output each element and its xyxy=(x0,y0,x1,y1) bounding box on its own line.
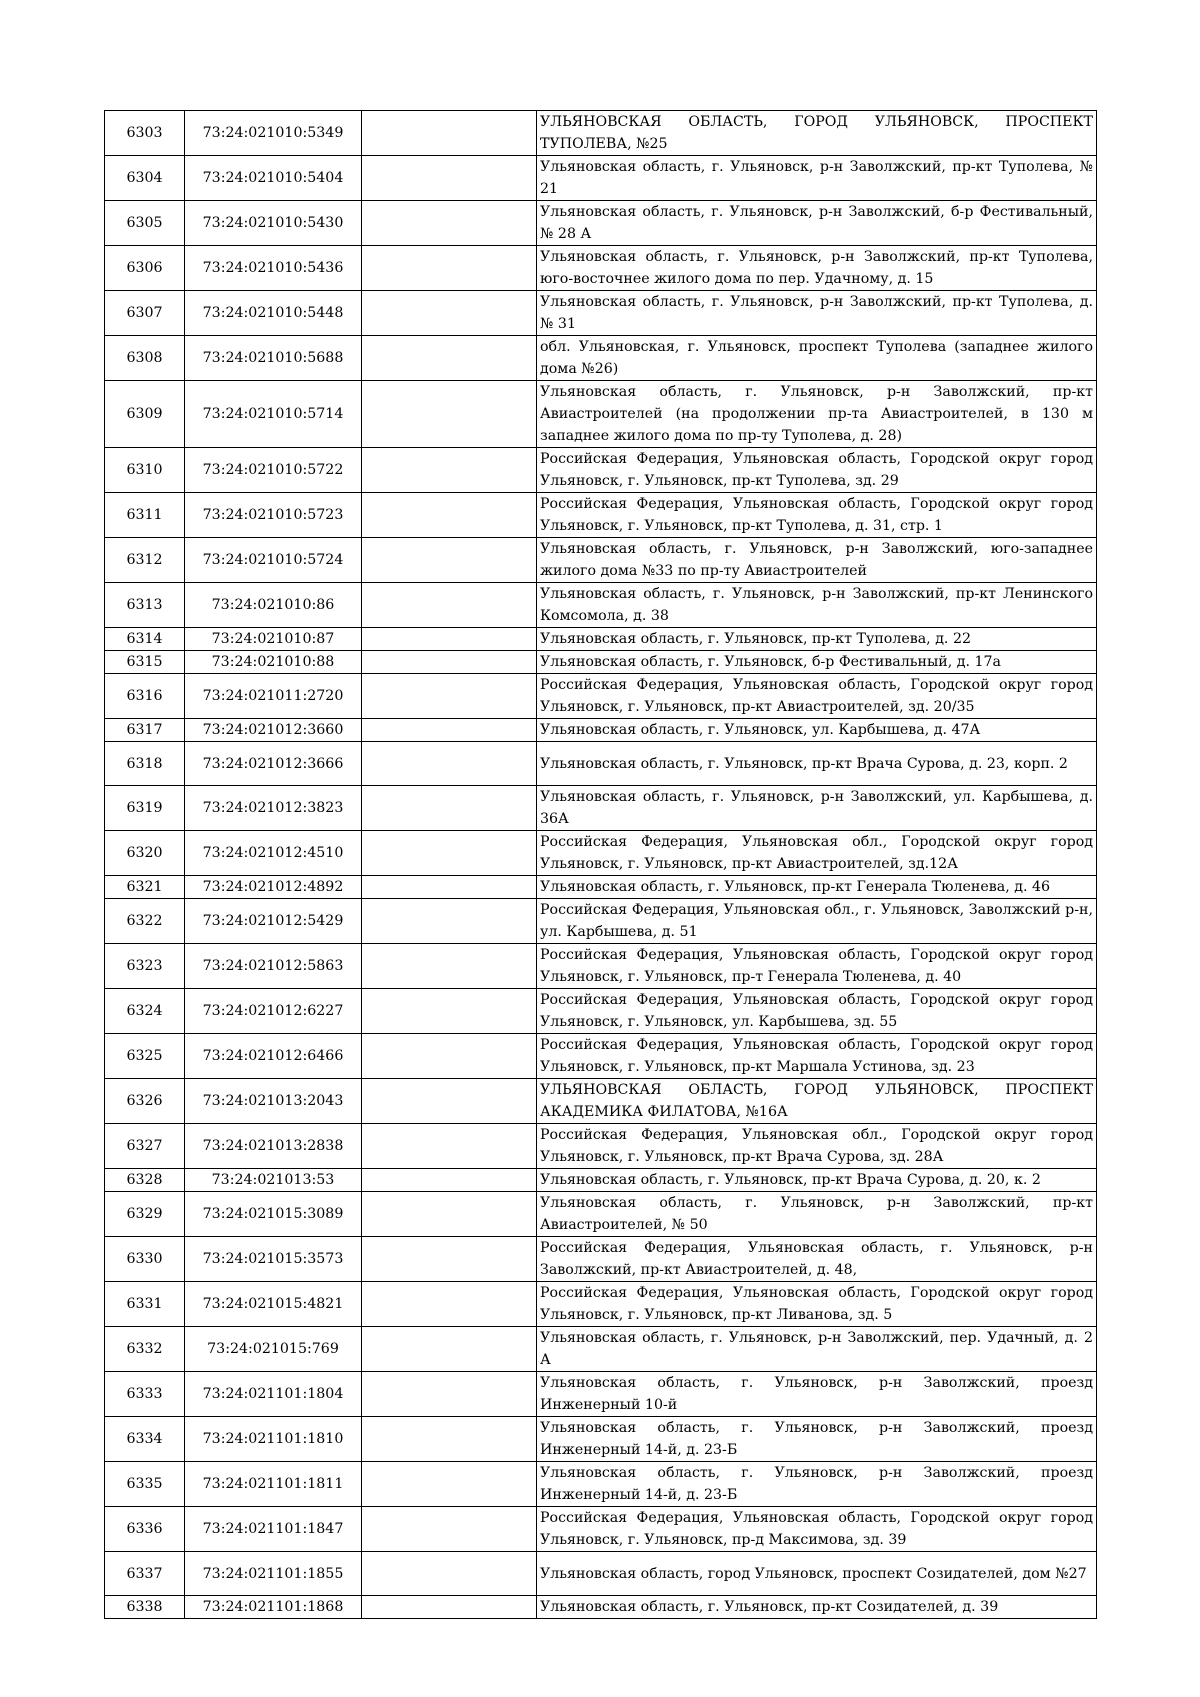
cadastral-number: 73:24:021010:5430 xyxy=(185,201,362,246)
row-number: 6315 xyxy=(105,651,185,674)
row-number: 6322 xyxy=(105,899,185,944)
empty-cell xyxy=(362,1417,537,1462)
cadastral-number: 73:24:021012:4510 xyxy=(185,831,362,876)
row-number: 6324 xyxy=(105,989,185,1034)
address: Ульяновская область, город Ульяновск, проспект Созидателей, дом №27 xyxy=(537,1552,1097,1596)
row-number: 6307 xyxy=(105,291,185,336)
row-number: 6314 xyxy=(105,628,185,651)
cadastral-number: 73:24:021010:5448 xyxy=(185,291,362,336)
table-row xyxy=(105,1237,1097,1282)
empty-cell xyxy=(362,989,537,1034)
table-row xyxy=(105,719,1097,742)
row-number: 6316 xyxy=(105,674,185,719)
address: Ульяновская область, г. Ульяновск, б-р Фестивальный, д. 17а xyxy=(537,651,1097,674)
row-number: 6337 xyxy=(105,1552,185,1596)
address: Ульяновская область, г. Ульяновск, пр-кт Врача Сурова, д. 23, корп. 2 xyxy=(537,742,1097,786)
row-number: 6310 xyxy=(105,448,185,493)
row-number: 6328 xyxy=(105,1169,185,1192)
cadastral-number: 73:24:021010:5722 xyxy=(185,448,362,493)
table-row xyxy=(105,1169,1097,1192)
table-row xyxy=(105,201,1097,246)
cadastral-number: 73:24:021101:1810 xyxy=(185,1417,362,1462)
row-number: 6318 xyxy=(105,742,185,786)
row-number: 6332 xyxy=(105,1327,185,1372)
address: Ульяновская область, г. Ульяновск, пр-кт Врача Сурова, д. 20, к. 2 xyxy=(537,1169,1097,1192)
row-number: 6312 xyxy=(105,538,185,583)
address: Российская Федерация, Ульяновская область, Городской округ город Ульяновск, г. Ульяновск, пр-кт Авиастроителей, зд. 20/35 xyxy=(537,674,1097,719)
cadastral-number: 73:24:021015:3573 xyxy=(185,1237,362,1282)
row-number: 6305 xyxy=(105,201,185,246)
cadastral-number: 73:24:021010:5688 xyxy=(185,336,362,381)
row-number: 6308 xyxy=(105,336,185,381)
empty-cell xyxy=(362,1079,537,1124)
address: Ульяновская область, г. Ульяновск, р-н Заволжский, пер. Удачный, д. 2 А xyxy=(537,1327,1097,1372)
address: Ульяновская область, г. Ульяновск, р-н Заволжский, пр-кт Туполева, юго-восточнее жилого дома по пер. Удачному, д. 15 xyxy=(537,246,1097,291)
table-row xyxy=(105,381,1097,448)
empty-cell xyxy=(362,1552,537,1596)
table-row xyxy=(105,1417,1097,1462)
table-row xyxy=(105,674,1097,719)
address: Ульяновская область, г. Ульяновск, пр-кт Созидателей, д. 39 xyxy=(537,1596,1097,1619)
address: УЛЬЯНОВСКАЯ ОБЛАСТЬ, ГОРОД УЛЬЯНОВСК, ПРОСПЕКТ АКАДЕМИКА ФИЛАТОВА, №16А xyxy=(537,1079,1097,1124)
table-row xyxy=(105,1079,1097,1124)
cadastral-number: 73:24:021013:2043 xyxy=(185,1079,362,1124)
table-row xyxy=(105,944,1097,989)
cadastral-number: 73:24:021101:1804 xyxy=(185,1372,362,1417)
address: Ульяновская область, г. Ульяновск, р-н Заволжский, б-р Фестивальный, № 28 А xyxy=(537,201,1097,246)
table-row xyxy=(105,1327,1097,1372)
empty-cell xyxy=(362,628,537,651)
cadastral-register-table xyxy=(104,110,1097,1619)
row-number: 6320 xyxy=(105,831,185,876)
cadastral-number: 73:24:021010:87 xyxy=(185,628,362,651)
address: Российская Федерация, Ульяновская область, г. Ульяновск, р-н Заволжский, пр-кт Авиастроителей, д. 48, xyxy=(537,1237,1097,1282)
table-row xyxy=(105,583,1097,628)
empty-cell xyxy=(362,742,537,786)
cadastral-number: 73:24:021010:5436 xyxy=(185,246,362,291)
address: Ульяновская область, г. Ульяновск, р-н Заволжский, пр-кт Ленинского Комсомола, д. 38 xyxy=(537,583,1097,628)
cadastral-number: 73:24:021012:3660 xyxy=(185,719,362,742)
empty-cell xyxy=(362,719,537,742)
cadastral-number: 73:24:021013:53 xyxy=(185,1169,362,1192)
address: Ульяновская область, г. Ульяновск, р-н Заволжский, проезд Инженерный 14-й, д. 23-Б xyxy=(537,1417,1097,1462)
row-number: 6303 xyxy=(105,111,185,156)
empty-cell xyxy=(362,1169,537,1192)
row-number: 6317 xyxy=(105,719,185,742)
address: Российская Федерация, Ульяновская область, Городской округ город Ульяновск, г. Ульяновск, пр-т Генерала Тюленева, д. 40 xyxy=(537,944,1097,989)
address: Российская Федерация, Ульяновская обл., г. Ульяновск, Заволжский р-н, ул. Карбышева, д. 51 xyxy=(537,899,1097,944)
empty-cell xyxy=(362,899,537,944)
address: Ульяновская область, г. Ульяновск, ул. Карбышева, д. 47А xyxy=(537,719,1097,742)
empty-cell xyxy=(362,201,537,246)
address: Ульяновская область, г. Ульяновск, р-н Заволжский, пр-кт Авиастроителей, № 50 xyxy=(537,1192,1097,1237)
cadastral-number: 73:24:021010:88 xyxy=(185,651,362,674)
cadastral-number: 73:24:021013:2838 xyxy=(185,1124,362,1169)
empty-cell xyxy=(362,1462,537,1507)
cadastral-number: 73:24:021010:5714 xyxy=(185,381,362,448)
table-row xyxy=(105,876,1097,899)
address: Российская Федерация, Ульяновская область, Городской округ город Ульяновск, г. Ульяновск, пр-кт Туполева, д. 31, стр. 1 xyxy=(537,493,1097,538)
cadastral-number: 73:24:021011:2720 xyxy=(185,674,362,719)
row-number: 6311 xyxy=(105,493,185,538)
table-row xyxy=(105,1552,1097,1596)
empty-cell xyxy=(362,1034,537,1079)
address: Ульяновская область, г. Ульяновск, пр-кт Генерала Тюленева, д. 46 xyxy=(537,876,1097,899)
empty-cell xyxy=(362,1372,537,1417)
address: Ульяновская область, г. Ульяновск, р-н Заволжский, ул. Карбышева, д. 36А xyxy=(537,786,1097,831)
table-row xyxy=(105,628,1097,651)
row-number: 6321 xyxy=(105,876,185,899)
row-number: 6304 xyxy=(105,156,185,201)
row-number: 6331 xyxy=(105,1282,185,1327)
address: Ульяновская область, г. Ульяновск, р-н Заволжский, проезд Инженерный 10-й xyxy=(537,1372,1097,1417)
empty-cell xyxy=(362,786,537,831)
row-number: 6338 xyxy=(105,1596,185,1619)
cadastral-number: 73:24:021012:5863 xyxy=(185,944,362,989)
address: УЛЬЯНОВСКАЯ ОБЛАСТЬ, ГОРОД УЛЬЯНОВСК, ПРОСПЕКТ ТУПОЛЕВА, №25 xyxy=(537,111,1097,156)
cadastral-number: 73:24:021010:5404 xyxy=(185,156,362,201)
table-row xyxy=(105,246,1097,291)
empty-cell xyxy=(362,1192,537,1237)
address: Ульяновская область, г. Ульяновск, пр-кт Туполева, д. 22 xyxy=(537,628,1097,651)
address: Российская Федерация, Ульяновская область, Городской округ город Ульяновск, г. Ульяновск, пр-кт Маршала Устинова, зд. 23 xyxy=(537,1034,1097,1079)
row-number: 6323 xyxy=(105,944,185,989)
cadastral-number: 73:24:021012:6466 xyxy=(185,1034,362,1079)
row-number: 6313 xyxy=(105,583,185,628)
empty-cell xyxy=(362,944,537,989)
table-row xyxy=(105,111,1097,156)
table-row xyxy=(105,291,1097,336)
table-row xyxy=(105,448,1097,493)
row-number: 6329 xyxy=(105,1192,185,1237)
row-number: 6330 xyxy=(105,1237,185,1282)
cadastral-number: 73:24:021101:1868 xyxy=(185,1596,362,1619)
address: Ульяновская область, г. Ульяновск, р-н Заволжский, проезд Инженерный 14-й, д. 23-Б xyxy=(537,1462,1097,1507)
row-number: 6327 xyxy=(105,1124,185,1169)
empty-cell xyxy=(362,1327,537,1372)
cadastral-number: 73:24:021010:5723 xyxy=(185,493,362,538)
empty-cell xyxy=(362,448,537,493)
table-row xyxy=(105,742,1097,786)
row-number: 6306 xyxy=(105,246,185,291)
cadastral-number: 73:24:021012:3823 xyxy=(185,786,362,831)
empty-cell xyxy=(362,493,537,538)
address: Ульяновская область, г. Ульяновск, р-н Заволжский, пр-кт Туполева, д. № 31 xyxy=(537,291,1097,336)
empty-cell xyxy=(362,1507,537,1552)
table-row xyxy=(105,1192,1097,1237)
address: обл. Ульяновская, г. Ульяновск, проспект Туполева (западнее жилого дома №26) xyxy=(537,336,1097,381)
cadastral-number: 73:24:021101:1811 xyxy=(185,1462,362,1507)
empty-cell xyxy=(362,538,537,583)
empty-cell xyxy=(362,876,537,899)
empty-cell xyxy=(362,651,537,674)
address: Российская Федерация, Ульяновская область, Городской округ город Ульяновск, г. Ульяновск, пр-кт Туполева, зд. 29 xyxy=(537,448,1097,493)
row-number: 6325 xyxy=(105,1034,185,1079)
row-number: 6334 xyxy=(105,1417,185,1462)
address: Ульяновская область, г. Ульяновск, р-н Заволжский, пр-кт Авиастроителей (на продолжении пр-та Авиастроителей, в 130 м западнее жилого дома по пр-ту Туполева, д. 28) xyxy=(537,381,1097,448)
table-row xyxy=(105,899,1097,944)
empty-cell xyxy=(362,583,537,628)
address: Российская Федерация, Ульяновская обл., Городской округ город Ульяновск, г. Ульяновск, пр-кт Авиастроителей, зд.12А xyxy=(537,831,1097,876)
row-number: 6333 xyxy=(105,1372,185,1417)
table-row xyxy=(105,651,1097,674)
empty-cell xyxy=(362,381,537,448)
table-row xyxy=(105,1462,1097,1507)
table-row xyxy=(105,1372,1097,1417)
cadastral-number: 73:24:021101:1847 xyxy=(185,1507,362,1552)
empty-cell xyxy=(362,1237,537,1282)
empty-cell xyxy=(362,291,537,336)
table-row xyxy=(105,1596,1097,1619)
address: Ульяновская область, г. Ульяновск, р-н Заволжский, пр-кт Туполева, № 21 xyxy=(537,156,1097,201)
table-row xyxy=(105,156,1097,201)
table-row xyxy=(105,989,1097,1034)
row-number: 6319 xyxy=(105,786,185,831)
table-row xyxy=(105,1124,1097,1169)
row-number: 6336 xyxy=(105,1507,185,1552)
table-row xyxy=(105,831,1097,876)
address: Российская Федерация, Ульяновская область, Городской округ город Ульяновск, г. Ульяновск, ул. Карбышева, зд. 55 xyxy=(537,989,1097,1034)
address: Российская Федерация, Ульяновская область, Городской округ город Ульяновск, г. Ульяновск, пр-кт Ливанова, зд. 5 xyxy=(537,1282,1097,1327)
empty-cell xyxy=(362,674,537,719)
empty-cell xyxy=(362,831,537,876)
cadastral-number: 73:24:021010:5349 xyxy=(185,111,362,156)
cadastral-number: 73:24:021010:86 xyxy=(185,583,362,628)
empty-cell xyxy=(362,1124,537,1169)
cadastral-number: 73:24:021015:4821 xyxy=(185,1282,362,1327)
table-body xyxy=(105,111,1097,1619)
table-row xyxy=(105,336,1097,381)
empty-cell xyxy=(362,246,537,291)
empty-cell xyxy=(362,1596,537,1619)
row-number: 6335 xyxy=(105,1462,185,1507)
table-row xyxy=(105,538,1097,583)
empty-cell xyxy=(362,156,537,201)
empty-cell xyxy=(362,1282,537,1327)
cadastral-number: 73:24:021015:769 xyxy=(185,1327,362,1372)
empty-cell xyxy=(362,111,537,156)
table-row xyxy=(105,1282,1097,1327)
cadastral-number: 73:24:021012:6227 xyxy=(185,989,362,1034)
cadastral-number: 73:24:021101:1855 xyxy=(185,1552,362,1596)
empty-cell xyxy=(362,336,537,381)
table-row xyxy=(105,1034,1097,1079)
address: Российская Федерация, Ульяновская область, Городской округ город Ульяновск, г. Ульяновск, пр-д Максимова, зд. 39 xyxy=(537,1507,1097,1552)
table-row xyxy=(105,493,1097,538)
cadastral-number: 73:24:021010:5724 xyxy=(185,538,362,583)
cadastral-number: 73:24:021015:3089 xyxy=(185,1192,362,1237)
cadastral-number: 73:24:021012:4892 xyxy=(185,876,362,899)
cadastral-number: 73:24:021012:5429 xyxy=(185,899,362,944)
cadastral-number: 73:24:021012:3666 xyxy=(185,742,362,786)
table-row xyxy=(105,1507,1097,1552)
row-number: 6326 xyxy=(105,1079,185,1124)
row-number: 6309 xyxy=(105,381,185,448)
address: Российская Федерация, Ульяновская обл., Городской округ город Ульяновск, г. Ульяновск, пр-кт Врача Сурова, зд. 28А xyxy=(537,1124,1097,1169)
address: Ульяновская область, г. Ульяновск, р-н Заволжский, юго-западнее жилого дома №33 по пр-ту Авиастроителей xyxy=(537,538,1097,583)
table-row xyxy=(105,786,1097,831)
